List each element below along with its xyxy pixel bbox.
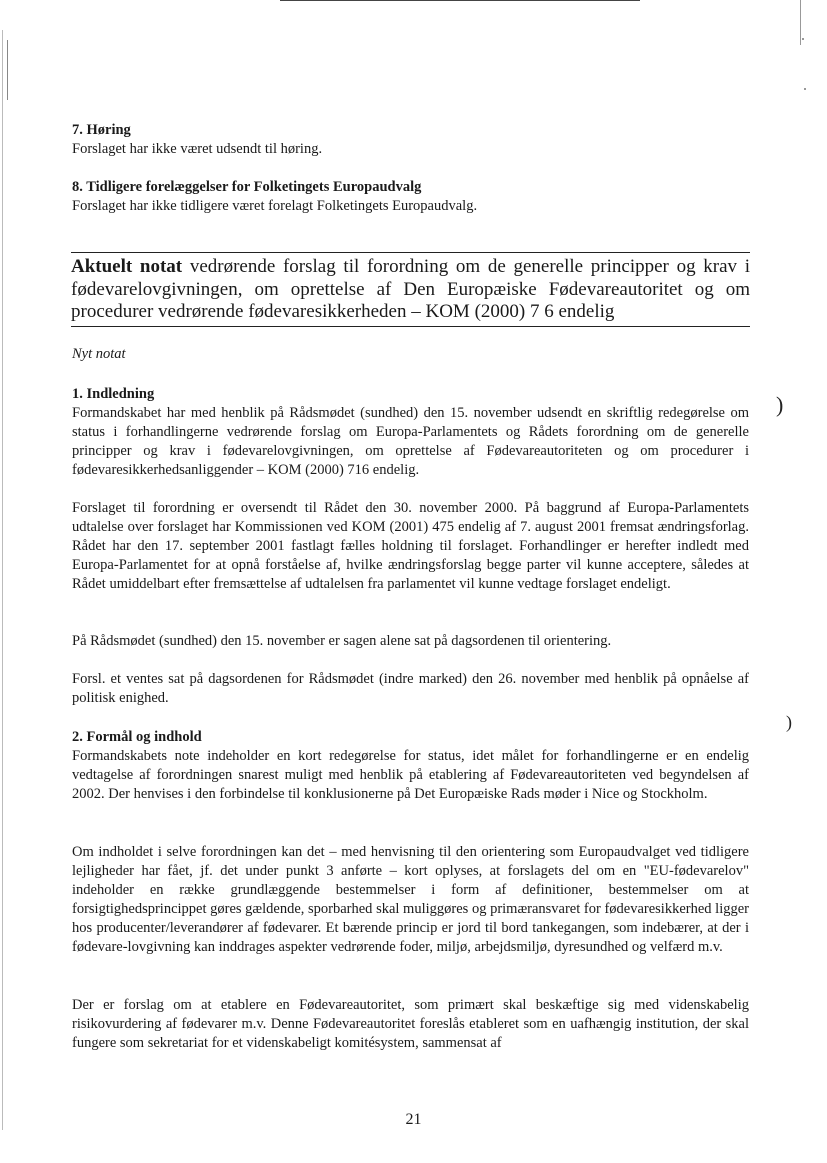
indledning-paragraph-3: På Rådsmødet (sundhed) den 15. november er sagen alene sat på dagsordenen til orientering. (72, 633, 612, 649)
notat-title (71, 256, 750, 279)
formaal-paragraph-3-block (72, 996, 749, 1053)
margin-mark-1: ) (776, 392, 784, 417)
page-number: 21 (405, 1111, 422, 1128)
formaal-paragraph-2-block (72, 843, 749, 957)
section-8 (72, 178, 749, 216)
notat-title-line-2: fødevarelovgivningen, om oprettelse af Den Europæiske Fødevareautoritet og om (71, 278, 750, 300)
formaal-paragraph-3: Der er forslag om at etablere en Fødevareautoritet, som primært skal beskæftige sig med videnskabelig risikovurdering af fødevarer m.v. Denne Fødevareautoritet foreslås etableret som en uafhængig institution, der skal fungere som sekretariat for et videnskabeligt komitésystem, sammensat af (72, 997, 749, 1051)
notat-title-lead: Aktuelt notat (71, 256, 183, 277)
page-edge-right (800, 0, 801, 45)
margin-mark-2: ) (786, 712, 792, 732)
indledning-paragraph-4: Forsl. et ventes sat på dagsordenen for Rådsmødet (indre marked) den 26. november med henblik på opnåelse af politisk enighed. (72, 671, 749, 706)
indledning-heading: 1. Indledning (72, 386, 155, 402)
notat-title-line-3: procedurer vedrørende fødevaresikkerheden – KOM (2000) 7 6 endelig (71, 301, 615, 322)
indledning-paragraph-1: Formandskabet har med henblik på Rådsmødet (sundhed) den 15. november udsendt en skriftlig redegørelse om status i forhandlingerne vedrørende forslag om Europa-Parlamentets og Rådets forordning om de generelle principper og krav i fødevarelovgivningen, om oprettelse af Fødevareautoriteten og om procedurer i fødevaresikkerhedsanliggender – KOM (2000) 716 endelig. (72, 405, 749, 478)
formaal-paragraph-2: Om indholdet i selve forordningen kan det – med henvisning til den orientering som Europaudvalget ved tidligere lejligheder har fået, jf. det under punkt 3 anførte – kort oplyses, at forslagets del om en "EU-fødevarelov" indeholder en række grundlæggende bestemmelser i form af definitioner, bestemmelser om at forsigtighedsprincippet gøres gældende, sporbarhed skal muliggøres og primæransvaret for fødevaresikkerhed ligger hos producenter/leverandører af fødevarer. Et bærende princip er jord til bord tankegangen, som indebærer, at der i fødevare-lovgivning kan inddrages aspekter vedrørende foder, miljø, arbejdsmiljø, dyresundhed og velfærd m.v. (72, 844, 749, 955)
page-edge-top (280, 0, 640, 1)
section-7-text: Forslaget har ikke været udsendt til høring. (72, 141, 323, 157)
notat-title-line-1: vedrørende forslag til forordning om de generelle principper og krav i (182, 256, 750, 277)
section-formaal (72, 728, 749, 804)
notat-subtitle-block (72, 346, 749, 363)
indledning-paragraph-4-block (72, 670, 749, 708)
page-edge-left-mark (7, 40, 8, 100)
section-7 (72, 121, 749, 159)
page-edge-left (2, 30, 3, 1130)
scan-speck (802, 38, 804, 40)
section-7-heading: 7. Høring (72, 122, 131, 138)
notat-subtitle: Nyt notat (72, 346, 126, 362)
indledning-paragraph-3-block (72, 632, 749, 651)
notat-title-box (71, 252, 750, 327)
section-8-text: Forslaget har ikke tidligere været forelagt Folketingets Europaudvalg. (72, 198, 478, 214)
section-indledning (72, 385, 749, 480)
formaal-paragraph-1: Formandskabets note indeholder en kort redegørelse for status, idet målet for forhandlingerne er en endelig vedtagelse af forordningen snarest muligt med henblik på etablering af Fødevareautoriteten ved begyndelsen af 2002. Der henvises i den forbindelse til konklusionerne på Det Europæiske Rads møder i Nice og Stockholm. (72, 748, 749, 802)
formaal-heading: 2. Formål og indhold (72, 729, 202, 745)
indledning-paragraph-2: Forslaget til forordning er oversendt til Rådet den 30. november 2000. På baggrund af Europa-Parlamentets udtalelse over forslaget har Kommissionen ved KOM (2001) 475 endelig af 7. august 2001 fremsat ændringsforlag. Rådet har den 17. september 2001 fastlagt fælles holdning til forslaget. Forhandlinger er herefter indledt med Europa-Parlamentet for at opnå forståelse af, hvilke ændringsforslag begge parter vil kunne acceptere, således at Rådet umiddelbart efter fremsættelse af udtalelsen fra parlamentet vil kunne vedtage forslaget endeligt. (72, 500, 749, 592)
indledning-paragraph-2-block (72, 499, 749, 594)
scan-speck (804, 88, 806, 90)
section-8-heading: 8. Tidligere forelæggelser for Folketingets Europaudvalg (72, 179, 422, 195)
